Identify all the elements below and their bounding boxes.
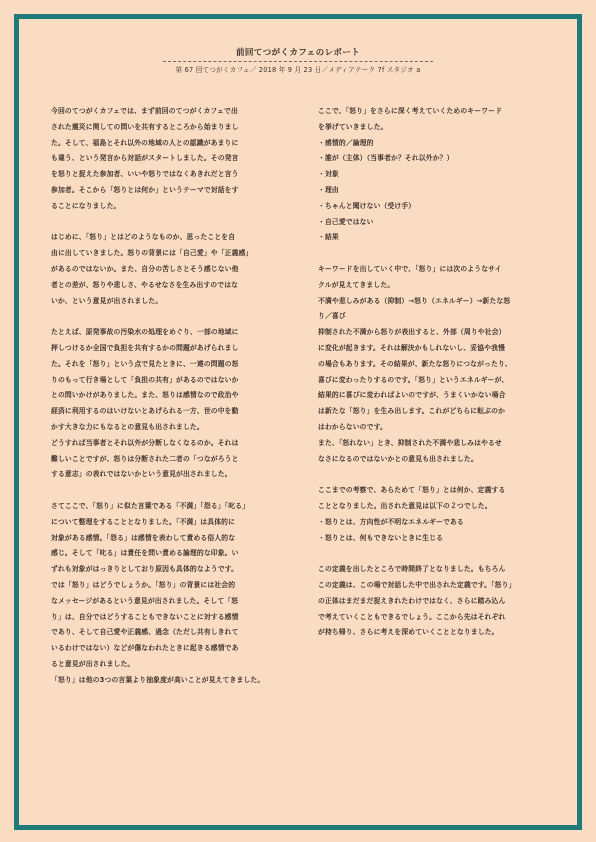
paragraph-gap xyxy=(51,215,283,231)
paragraph-gap xyxy=(318,246,550,262)
text-line: ・自己愛ではない xyxy=(318,217,374,226)
text-line: 結果的に喜びに変わればよいのですが、うまくいかない場合 xyxy=(318,391,506,400)
text-line: さてここで、「怒り」に似た言葉である「不満」「怨る」「叱る」 xyxy=(51,501,250,510)
text-line: こととなりました。出された意見は以下の２つでした。 xyxy=(318,501,492,510)
text-line: 押しつけるか全国で負担を共有するかの問題があげられまし xyxy=(51,343,239,352)
text-line: 抑制された不満から怒りが表出すると、外部（周りや社会） xyxy=(318,328,506,337)
text-line: いか、という意見が出されました。 xyxy=(51,296,163,305)
text-line: かす大きな力にもなるとの意見も出されました。 xyxy=(51,422,204,431)
text-line: があるのではないか。また、自分の苦しさとそう感じない他 xyxy=(51,264,239,273)
text-line: また、「怒れない」とき、抑制された不満や悲しみはやるせ xyxy=(318,438,502,447)
title-divider xyxy=(163,61,433,62)
text-line: クルが見えてきました。 xyxy=(318,280,395,289)
text-line: なメッセージがあるという意見が出されました。そして「怒 xyxy=(51,596,239,605)
text-line: 対象がある感情。「怨る」は感情を表わして責める俗人的な xyxy=(51,533,236,542)
left-column xyxy=(51,104,283,688)
text-line: ・ちゃんと聞けない（受け手） xyxy=(318,201,416,210)
text-line: を怒りと捉えた参加者、いいや怒りではなくあきれだと言う xyxy=(51,170,239,179)
text-line: ここまでの考察で、あらためて「怒り」とは何か、定義する xyxy=(318,486,506,495)
text-line: は新たな「怒り」を生み出します。これがどちらに転ぶのか xyxy=(318,407,506,416)
text-line: ・感情的／論理的 xyxy=(318,138,374,147)
text-line: いるわけではない）などが傷なわれたときに起きる感情であ xyxy=(51,644,239,653)
text-line: 感じ。そして「叱る」は責任を問い責める論理的な印象。い xyxy=(51,549,239,558)
text-line: の場合もあります。その結果が、新たな怒りにつながったり、 xyxy=(318,359,512,368)
text-line: り」は、自分ではどうすることもできないことに対する感情 xyxy=(51,612,239,621)
paragraph-gap xyxy=(318,467,550,483)
text-line: ・誰が（主体）（当事者か？それ以外か？） xyxy=(318,154,454,163)
text-line: の正体はまだまだ捉えきれたわけではなく、さらに踏み込ん xyxy=(318,596,506,605)
text-line: はわからないのです。 xyxy=(318,422,387,431)
right-column xyxy=(318,104,550,641)
text-line: された震災に関しての問いを共有するところから始まりまし xyxy=(51,122,239,131)
text-line: では「怒り」はどうでしょうか。「怒り」の背景には社会的 xyxy=(51,580,236,589)
text-line: ・理由 xyxy=(318,185,339,194)
text-line: た。それを「怒り」という点で見たときに、一連の問題の怒 xyxy=(51,359,239,368)
text-line: ・怒りとは、方向性が不明なエネルギーである xyxy=(318,517,464,526)
text-line: 喜びに変わったりするのです。「怒り」というエネルギーが、 xyxy=(318,375,509,384)
page-title: 前回てつがくカフェのレポート xyxy=(235,48,361,58)
paragraph-gap xyxy=(318,546,550,562)
header xyxy=(0,46,596,74)
text-line: について整理をすることとなりました。「不満」は具体的に xyxy=(51,517,236,526)
text-line: で考えていくこともできるでしょう。ここから先はそれぞれ xyxy=(318,612,506,621)
text-line: 参加者。そこから「怒りとは何か」というテーマで対話をす xyxy=(51,185,239,194)
text-line: 今回のてつがくカフェでは、まず前回のてつがくカフェで出 xyxy=(51,107,238,115)
text-line: 者との差が、怒りや悲しさ、やるせなさを生み出すのではな xyxy=(51,280,239,289)
text-line: たとえば、原発事故の汚染水の処理をめぐり、一部の地域に xyxy=(51,328,239,337)
text-line: する意志」の表れではないかという意見が出されました。 xyxy=(51,470,232,479)
text-line: はじめに、「怒り」とはどのようなものか、思ったことを自 xyxy=(51,233,236,242)
text-line: ることになりました。 xyxy=(51,201,121,210)
text-line: キーワードを出していく中で、「怒り」には次のようなサイ xyxy=(318,264,502,273)
text-line: ここで、「怒り」をさらに深く考えていくためのキーワード xyxy=(318,107,503,115)
text-line: 「怒り」は他の3つの言葉より抽象度が高いことが見えてきました。 xyxy=(51,675,265,684)
text-line: に変化が起きます。それは解決かもしれないし、妥協や我慢 xyxy=(318,343,506,352)
paragraph-gap xyxy=(51,483,283,499)
event-info: 第 67 回てつがくカフェ／ 2018 年 9 月 23 日／メディアテーク 7f スタジオ a xyxy=(175,66,421,74)
text-line: ・結果 xyxy=(318,233,339,242)
text-line: りのもって行き場として「負担の共有」があるのではないか xyxy=(51,375,239,384)
text-line: も違う、という発言から対話がスタートしました。その発言 xyxy=(51,154,239,163)
text-line: り／喜び xyxy=(318,312,346,321)
text-line: ・怒りとは、何もできないときに生じる xyxy=(318,533,444,542)
text-line: ると意見が出されました。 xyxy=(51,659,135,668)
text-line: 不満や悲しみがある（抑制）→怒り（エネルギー）→新たな怒 xyxy=(318,296,511,305)
text-line: 経済に利用するのはいけないとあげられる一方、世の中を動 xyxy=(51,407,239,416)
text-line: どうすれば当事者とそれ以外が分断しなくなるのか。それは xyxy=(51,438,239,447)
paragraph-gap xyxy=(51,309,283,325)
text-line: 難しいことですが、怒りは分断された二者の「つながろうと xyxy=(51,454,239,463)
text-line: た。そして、福島とそれ以外の地域の人との認識があまりに xyxy=(51,138,239,147)
text-line: であり、そして自己愛や正義感、過念（ただし共有しきれて xyxy=(51,628,239,637)
text-line: を挙げていきました。 xyxy=(318,122,388,131)
text-line: ずれも対象がはっきりとしており原因も具体的なようです。 xyxy=(51,565,239,574)
text-line: 由に出していきました。怒りの背景には「自己愛」や「正義感」 xyxy=(51,249,253,258)
text-line: なさになるのではないかとの意見も出されました。 xyxy=(318,454,478,463)
text-line: が持ち帰り、さらに考えを深めていくこととなりました。 xyxy=(318,628,499,637)
text-line: との問いかけがありました。また、怒りは感情なので政治や xyxy=(51,391,239,400)
text-line: ・対象 xyxy=(318,170,339,179)
text-line: この定義は、この場で対話した中で出された定義です。「怒り」 xyxy=(318,580,516,589)
text-line: この定義を出したところで時間終了となりました。もちろん xyxy=(318,565,506,574)
